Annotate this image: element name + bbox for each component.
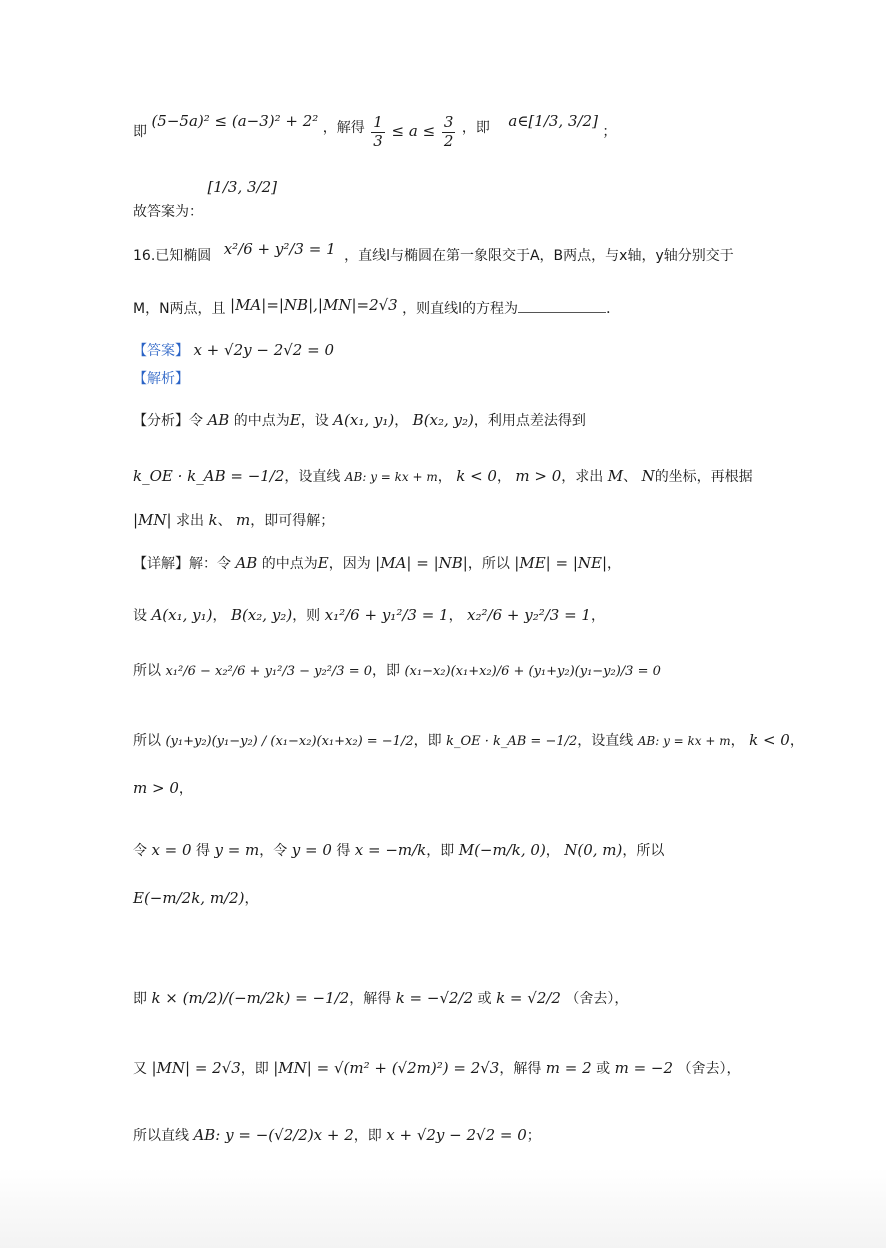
semicolon: ；	[526, 1128, 541, 1144]
xiangjie-line-10	[133, 1125, 541, 1145]
point-N: N(0, m)	[564, 841, 623, 859]
point-M: M(−m/k, 0)	[458, 841, 546, 859]
answer-interval: [1/3, 3/2]	[207, 178, 277, 196]
interval-a: a∈[1/3, 3/2]	[508, 112, 598, 130]
m-positive: m > 0	[133, 779, 179, 797]
xj-text-11: ，设直线	[577, 733, 634, 749]
xj-text-7: 所以	[133, 663, 161, 679]
line-AB-final: AB: y = −(√2/2)x + 2	[193, 1126, 354, 1144]
xj-text-24: ，解得	[499, 1061, 542, 1077]
xj-text-23: ，即	[240, 1061, 269, 1077]
comma: ，	[448, 608, 463, 624]
point-E: E(−m/2k, m/2)	[133, 889, 245, 907]
mn-distance: |MN| = √(m² + (√2m)²) = 2√3	[273, 1059, 500, 1077]
fenxi-text-1: 【分析】令	[133, 413, 203, 429]
xj-text-21: （舍去），	[565, 991, 629, 1007]
text-jiede: ，解得	[322, 120, 365, 136]
q16-text-1: 已知椭圆	[155, 248, 212, 264]
k-rejected: k = √2/2	[496, 989, 561, 1007]
point-A: A(x₁, y₁)	[151, 606, 213, 624]
fenxi-text-5: ，设直线	[284, 469, 341, 485]
y-zero: y = 0	[291, 841, 332, 859]
xj-text-22: 又	[133, 1061, 147, 1077]
k-negative: k < 0	[749, 731, 790, 749]
abs-equal-2: |ME| = |NE|	[514, 554, 607, 572]
fenxi-text-2: 的中点为	[233, 413, 290, 429]
ellipse-equation: x²/6 + y²/3 = 1	[223, 240, 336, 258]
comma: ，	[437, 469, 452, 485]
k-solution: k = −√2/2	[395, 989, 474, 1007]
page-bottom-shadow	[0, 1168, 886, 1248]
answer-equation: x + √2y − 2√2 = 0	[193, 341, 334, 359]
math-m: m	[236, 511, 251, 529]
xiangjie-line-3	[133, 660, 661, 680]
xj-text-1: 【详解】解：令	[133, 556, 231, 572]
comma: ，	[496, 469, 511, 485]
xj-text-20: 或	[477, 991, 492, 1007]
xj-text-3: ，因为	[328, 556, 371, 572]
xj-text-19: ，解得	[349, 991, 392, 1007]
semicolon: ；	[602, 124, 617, 140]
math-E: E	[317, 554, 329, 572]
question-number: 16.	[133, 248, 156, 264]
xiangjie-line-5	[133, 778, 193, 798]
q16-text-3: M，N两点，且	[133, 301, 226, 317]
comma: ，	[730, 733, 745, 749]
line-AB: AB: y = kx + m	[344, 470, 438, 484]
comma: ，	[590, 608, 605, 624]
comma: ，	[212, 608, 227, 624]
question-16-line-1	[133, 240, 734, 265]
text-ji: 即	[133, 124, 147, 140]
q16-text-4: ，则直线l的方程为	[402, 301, 519, 317]
xj-text-25: 或	[596, 1061, 611, 1077]
xj-text-13: 得	[196, 843, 211, 859]
xj-text-10: ，即	[413, 733, 442, 749]
abs-equal-1: |MA| = |NB|	[375, 554, 468, 572]
slope-substitution: k × (m/2)/(−m/2k) = −1/2	[151, 989, 350, 1007]
answer-line	[133, 340, 334, 360]
xiangjie-line-7	[133, 888, 259, 908]
fraction-one-third: $\frac{1}{3}$	[373, 113, 383, 150]
m-solution: m = 2	[545, 1059, 592, 1077]
xj-text-9: 所以	[133, 733, 161, 749]
xj-text-4: ，所以	[467, 556, 510, 572]
comma: ，	[394, 413, 409, 429]
math-N: N	[641, 467, 655, 485]
xj-text-6: ，则	[292, 608, 321, 624]
point-B: B(x₂, y₂)	[230, 606, 293, 624]
math-M: M	[607, 467, 624, 485]
ratio-equation: (y₁+y₂)(y₁−y₂) / (x₁−x₂)(x₁+x₂) = −1/2	[165, 734, 414, 749]
comma: ，	[545, 843, 560, 859]
text-jiji: ，即	[461, 120, 490, 136]
xiangjie-line-1	[133, 553, 621, 573]
xj-text-28: ，即	[353, 1128, 382, 1144]
mn-length: |MN| = 2√3	[151, 1059, 241, 1077]
xj-text-26: （舍去），	[677, 1061, 741, 1077]
xiangjie-line-2	[133, 605, 605, 625]
xiangjie-line-4	[133, 730, 804, 750]
final-equation: x + √2y − 2√2 = 0	[386, 1126, 527, 1144]
math-k: k	[208, 511, 218, 529]
m-positive: m > 0	[515, 467, 562, 485]
xj-text-18: 即	[133, 991, 147, 1007]
xj-text-27: 所以直线	[133, 1128, 189, 1144]
point-B: B(x₂, y₂)	[412, 411, 474, 429]
comma: ，	[178, 781, 193, 797]
fenxi-text-4: ，利用点差法得到	[473, 413, 586, 429]
xj-text-17: ，所以	[622, 843, 665, 859]
x-zero: x = 0	[151, 841, 192, 859]
xj-text-2: 的中点为	[261, 556, 318, 572]
xj-text-8: ，即	[372, 663, 400, 679]
inequality-1: (5−5a)² ≤ (a−3)² + 2²	[151, 112, 319, 130]
text-answer-is: 故答案为：	[133, 204, 203, 220]
xj-text-16: ，即	[426, 843, 455, 859]
slope-product: k_OE · k_AB = −1/2	[446, 734, 578, 749]
math-AB: AB	[207, 411, 230, 429]
xj-text-5: 设	[133, 608, 147, 624]
xj-text-14: ，令	[259, 843, 288, 859]
answer-blank	[518, 300, 606, 313]
ellipse-A: x₁²/6 + y₁²/3 = 1	[324, 606, 449, 624]
range-middle: ≤ a ≤	[386, 122, 440, 140]
point-A: A(x₁, y₁)	[333, 411, 395, 429]
m-rejected: m = −2	[614, 1059, 674, 1077]
ellipse-B: x₂²/6 + y₂²/3 = 1	[467, 606, 591, 624]
difference-equation: x₁²/6 − x₂²/6 + y₁²/3 − y₂²/3 = 0	[165, 664, 372, 679]
fenxi-text-7: 的坐标，再根据	[654, 469, 753, 485]
analysis-line	[133, 368, 189, 388]
fenxi-text-9: ，即可得解；	[250, 513, 335, 529]
y-equals-m: y = m	[214, 841, 260, 859]
question-16-line-2	[133, 296, 620, 318]
q16-text-5: ．	[606, 301, 621, 317]
dun-hao: 、	[623, 469, 638, 485]
factored-equation: (x₁−x₂)(x₁+x₂)/6 + (y₁+y₂)(y₁−y₂)/3 = 0	[404, 664, 661, 679]
fenxi-line-3	[133, 510, 334, 530]
q16-text-2: ，直线l与椭圆在第一象限交于A，B两点，与x轴，y轴分别交于	[344, 248, 734, 264]
slope-product: k_OE · k_AB = −1/2	[133, 467, 285, 485]
fenxi-line-2	[133, 466, 753, 486]
x-intercept: x = −m/k	[354, 841, 427, 859]
analysis-tag: 【解析】	[133, 371, 189, 387]
solution-line-1	[133, 112, 616, 150]
xiangjie-line-9	[133, 1058, 740, 1078]
comma: ，	[607, 556, 621, 572]
xiangjie-line-8	[133, 988, 628, 1008]
fenxi-text-6: ，求出	[561, 469, 604, 485]
condition-equation: |MA|=|NB|,|MN|=2√3	[230, 296, 398, 314]
final-answer-line	[133, 178, 277, 221]
xiangjie-line-6	[133, 840, 664, 860]
answer-tag: 【答案】	[133, 343, 189, 359]
xj-text-15: 得	[336, 843, 351, 859]
fraction-three-halves: $\frac{3}{2}$	[443, 113, 454, 150]
dun-hao: 、	[217, 513, 232, 529]
abs-MN: |MN|	[133, 511, 172, 529]
fenxi-text-8: 求出	[176, 513, 205, 529]
math-E: E	[289, 411, 301, 429]
k-negative: k < 0	[456, 467, 497, 485]
line-AB: AB: y = kx + m	[637, 734, 731, 748]
fenxi-line-1	[133, 410, 586, 430]
comma: ，	[789, 733, 804, 749]
fenxi-text-3: ，设	[300, 413, 329, 429]
comma: ，	[244, 891, 259, 907]
xj-text-12: 令	[133, 843, 147, 859]
math-AB: AB	[235, 554, 258, 572]
